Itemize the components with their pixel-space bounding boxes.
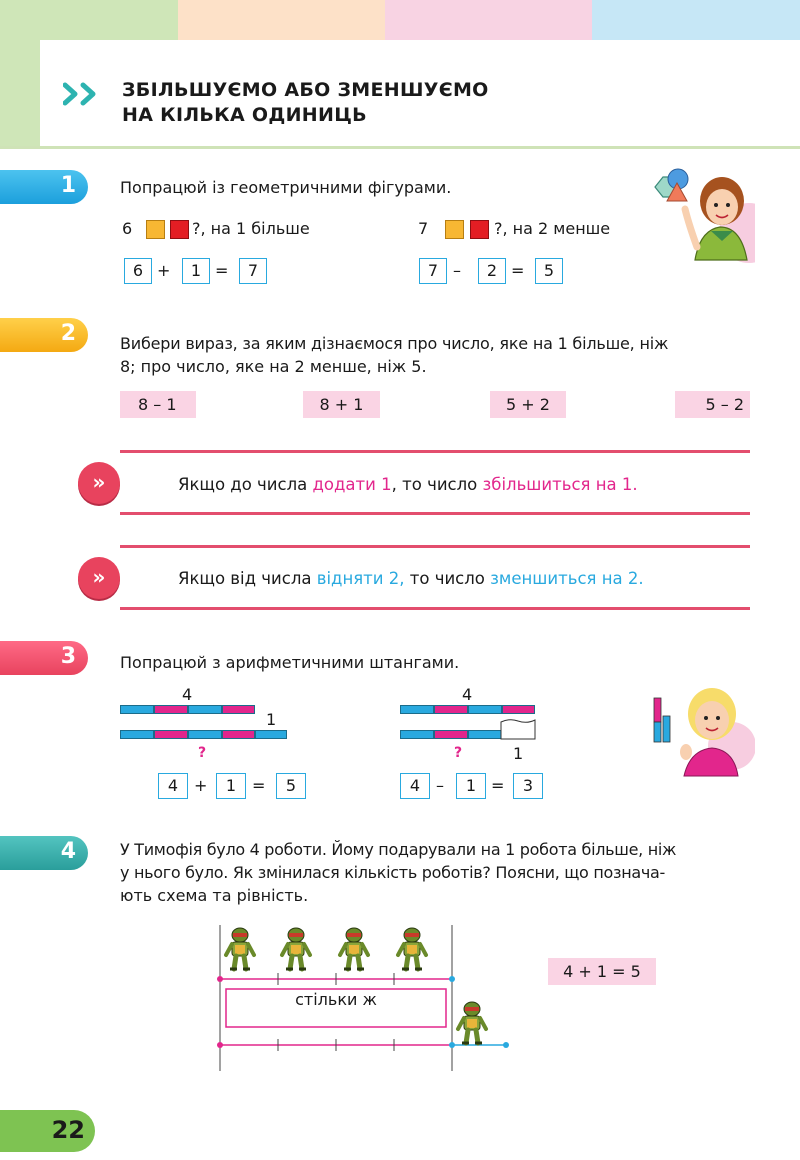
bar-segment-blue: [188, 705, 222, 714]
exercise-tab-1: [0, 170, 88, 204]
header-divider: [0, 146, 800, 149]
bar-segment-blue: [120, 730, 154, 739]
rule-highlight: зменшиться на 2.: [490, 569, 644, 588]
orange-square-icon: [146, 220, 165, 239]
bar-label-top: 4: [182, 685, 193, 704]
bar-segment-blue: [468, 705, 502, 714]
equals-sign: =: [252, 776, 266, 795]
bar-segment-blue: [400, 730, 434, 739]
exercise-tab-2: [0, 318, 88, 352]
rule-divider: [120, 450, 750, 453]
answer-box[interactable]: 1: [216, 773, 246, 799]
chevron-double-icon: [63, 82, 105, 106]
rule-badge: [78, 557, 120, 599]
answer-box[interactable]: 5: [535, 258, 563, 284]
equals-sign: =: [491, 776, 505, 795]
bar-question: ?: [454, 745, 463, 761]
page-title: [122, 78, 489, 128]
bar-segment-blue: [255, 730, 287, 739]
bar-segment-blue: [400, 705, 434, 714]
exercise-1-text: Попрацюй із геометричними фігурами.: [120, 178, 452, 197]
operator: –: [436, 776, 444, 795]
rule-1-text: [178, 473, 638, 496]
equation-box: 4 + 1 = 5: [548, 958, 656, 985]
equals-sign: =: [215, 261, 229, 280]
rule-divider: [120, 607, 750, 610]
operator: –: [453, 261, 461, 280]
answer-box[interactable]: 1: [456, 773, 486, 799]
expression-option[interactable]: 8 + 1: [303, 391, 380, 418]
answer-box[interactable]: 5: [276, 773, 306, 799]
rule-text: Якщо від числа: [178, 569, 317, 588]
rule-divider: [120, 512, 750, 515]
exercise-tab-4: [0, 836, 88, 870]
chevron-double-icon: »: [92, 470, 106, 494]
bar-segment-pink: [434, 730, 468, 739]
bar-label-top: 4: [462, 685, 473, 704]
bar-segment-blue: [468, 730, 502, 739]
ex1-right-number: 7: [418, 219, 429, 238]
expression-option[interactable]: 8 – 1: [120, 391, 196, 418]
exercise-tab-3: [0, 641, 88, 675]
header-strip-peach: [178, 0, 385, 40]
rule-text: , то число: [391, 475, 483, 494]
exercise-2-line-2: 8; про число, яке на 2 менше, ніж 5.: [120, 357, 427, 376]
exercise-number: 3: [60, 644, 76, 669]
answer-box[interactable]: 7: [419, 258, 447, 284]
header-strip-green: [0, 0, 178, 40]
girl-with-bars-illustration: [650, 680, 755, 780]
exercise-number: 4: [60, 839, 76, 864]
rule-highlight: додати 1: [312, 475, 392, 494]
scheme-label: стільки ж: [295, 990, 377, 1009]
page-number-badge: [0, 1110, 95, 1152]
rule-badge: [78, 462, 120, 504]
answer-box[interactable]: 1: [182, 258, 210, 284]
header-strip-pink: [385, 0, 592, 40]
rule-2-text: [178, 567, 644, 590]
rule-highlight: збільшиться на 1.: [482, 475, 638, 494]
rule-text: то число: [404, 569, 491, 588]
bar-segment-pink: [154, 705, 188, 714]
exercise-4-line-1: У Тимофія було 4 роботи. Йому подарували на 1 робота більше, ніж: [120, 840, 677, 859]
bar-segment-pink: [222, 730, 255, 739]
ex1-left-caption: ?, на 1 більше: [192, 219, 310, 238]
answer-box[interactable]: 7: [239, 258, 267, 284]
title-line-2: НА КІЛЬКА ОДИНИЦЬ: [122, 104, 367, 126]
exercise-2-line-1: Вибери вираз, за яким дізнаємося про число, яке на 1 більше, ніж: [120, 334, 669, 353]
bar-segment-blue: [188, 730, 222, 739]
exercise-4-line-3: ють схема та рівність.: [120, 886, 309, 905]
torn-paper-segment: [500, 718, 536, 740]
red-square-icon: [470, 220, 489, 239]
chevron-double-icon: »: [92, 565, 106, 589]
answer-box[interactable]: 2: [478, 258, 506, 284]
bar-segment-pink: [434, 705, 468, 714]
answer-box[interactable]: 3: [513, 773, 543, 799]
header-side-green: [0, 40, 40, 146]
ex1-right-caption: ?, на 2 менше: [494, 219, 611, 238]
exercise-number: 2: [60, 321, 76, 346]
bar-label-bottom: 1: [513, 744, 524, 763]
bar-question: ?: [198, 745, 207, 761]
bar-segment-pink: [222, 705, 255, 714]
bar-segment-pink: [502, 705, 535, 714]
rule-divider: [120, 545, 750, 548]
answer-box[interactable]: 4: [400, 773, 430, 799]
exercise-4-line-2: у нього було. Як змінилася кількість роботів? Поясни, що познача-: [120, 863, 665, 882]
page-number: 22: [51, 1116, 85, 1144]
exercise-number: 1: [60, 173, 76, 198]
orange-square-icon: [445, 220, 464, 239]
bar-segment-pink: [154, 730, 188, 739]
teacher-with-shapes-illustration: [645, 165, 755, 270]
expression-option[interactable]: 5 – 2: [675, 391, 750, 418]
bar-label-right: 1: [266, 710, 277, 729]
operator: +: [194, 776, 208, 795]
title-line-1: ЗБІЛЬШУЄМО АБО ЗМЕНШУЄМО: [122, 79, 489, 101]
answer-box[interactable]: 6: [124, 258, 152, 284]
red-square-icon: [170, 220, 189, 239]
equals-sign: =: [511, 261, 525, 280]
rule-text: Якщо до числа: [178, 475, 313, 494]
header-strip-blue: [592, 0, 800, 40]
rule-highlight: відняти 2,: [316, 569, 405, 588]
bar-segment-blue: [120, 705, 154, 714]
answer-box[interactable]: 4: [158, 773, 188, 799]
operator: +: [157, 261, 171, 280]
ex1-left-number: 6: [122, 219, 133, 238]
exercise-3-text: Попрацюй з арифметичними штангами.: [120, 653, 460, 672]
expression-option[interactable]: 5 + 2: [490, 391, 566, 418]
